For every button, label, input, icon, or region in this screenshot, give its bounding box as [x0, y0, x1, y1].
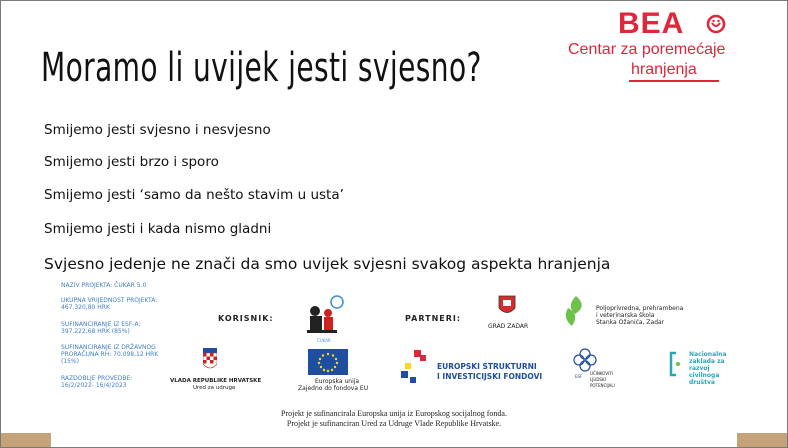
bullet-3: Smijemo jesti ‘samo da nešto stavim u usta’ [44, 187, 344, 203]
esf-value: 397.222,68 HRK (85%) [61, 328, 130, 335]
school-line-3: Stanka Ožanića, Zadar [596, 319, 665, 326]
croatia-coat-of-arms-icon [203, 348, 217, 372]
period-value: 16/2/2022- 16/4/2023 [61, 382, 127, 389]
project-value: 467.320,80 HRK [61, 304, 110, 311]
cukar-logo-icon [301, 293, 351, 343]
eu-flag-icon [308, 349, 348, 375]
cukar-name: CUKAR [317, 338, 331, 343]
bea-underline [629, 80, 719, 83]
esf-line-1: UČINKOVITI [590, 371, 613, 376]
nz-line-1: Nacionalna [689, 351, 727, 358]
bea-line-2: hranjenja [631, 61, 697, 78]
rh-label: SUFINANCIRANJE IZ DRŽAVNOG [61, 344, 156, 351]
bea-circle-icon [706, 14, 726, 34]
eu-line-2: Zajedno do fondova EU [298, 385, 369, 392]
bea-logo [566, 7, 781, 87]
project-value-label: UKUPNA VRIJEDNOST PROJEKTA: [61, 297, 158, 304]
korisnik-label: KORISNIK: [218, 314, 274, 323]
vlada-line-2: Ured za udruge [193, 385, 236, 391]
esi-line-1: EUROPSKI STRUKTURNI [437, 362, 537, 371]
nz-line-3: razvoj [689, 365, 710, 372]
eu-line-1: Europska unija [315, 378, 360, 385]
school-line-1: Poljoprivredna, prehrambena [596, 305, 684, 312]
rh-value: PRORAČUNA RH: 70.098,12 HRK [61, 351, 159, 358]
bullet-5: Svjesno jedenje ne znači da smo uvijek svjesni svakog aspekta hranjenja [44, 255, 611, 273]
esf-line-3: POTENCIJALI [590, 383, 615, 388]
nz-line-5: društva [689, 379, 715, 386]
project-name: NAZIV PROJEKTA: ČUKAR 5.0 [61, 282, 147, 289]
bottom-left-bar [1, 433, 51, 447]
slide-title: Moramo li uvijek jesti svjesno? [41, 45, 482, 91]
grad-zadar-label: GRAD ZADAR [488, 323, 529, 330]
esf-letters: ESF [575, 374, 583, 379]
esf-line-2: LJUDSKI [590, 377, 606, 382]
bea-line-1: Centar za poremećaje [568, 41, 726, 58]
bullet-1: Smijemo jesti svjesno i nesvjesno [44, 122, 271, 138]
footer-line-1: Projekt je sufinancirala Europska unija iz Europskog socijalnog fonda. [281, 409, 507, 418]
school-leaf-icon [562, 294, 588, 328]
grad-zadar-crest-icon [498, 295, 516, 317]
partneri-label: PARTNERI: [405, 314, 462, 323]
period-label: RAZDOBLJE PROVEDBE: [61, 375, 133, 382]
esf-label: SUFINANCIRANJE IZ ESF-A: [61, 321, 141, 328]
nz-line-2: zaklada za [689, 358, 725, 365]
bullet-4: Smijemo jesti i kada nismo gladni [44, 221, 272, 237]
vlada-line-1: VLADA REPUBLIKE HRVATSKE [170, 378, 262, 384]
bea-brand: BEA [618, 7, 685, 40]
esi-line-2: I INVESTICIJSKI FONDOVI [437, 372, 543, 381]
school-line-2: i veterinarska škola [596, 312, 655, 319]
rh-percent: (15%) [61, 358, 80, 365]
bottom-right-bar [737, 433, 787, 447]
footer-line-2: Projekt je sufinanciran Ured za Udruge Vlade Republike Hrvatske. [286, 419, 502, 428]
bullet-2: Smijemo jesti brzo i sporo [44, 154, 219, 170]
nz-line-4: civilnoga [689, 372, 720, 379]
esi-funds-icon [400, 349, 434, 385]
nz-bracket-icon [668, 351, 682, 377]
